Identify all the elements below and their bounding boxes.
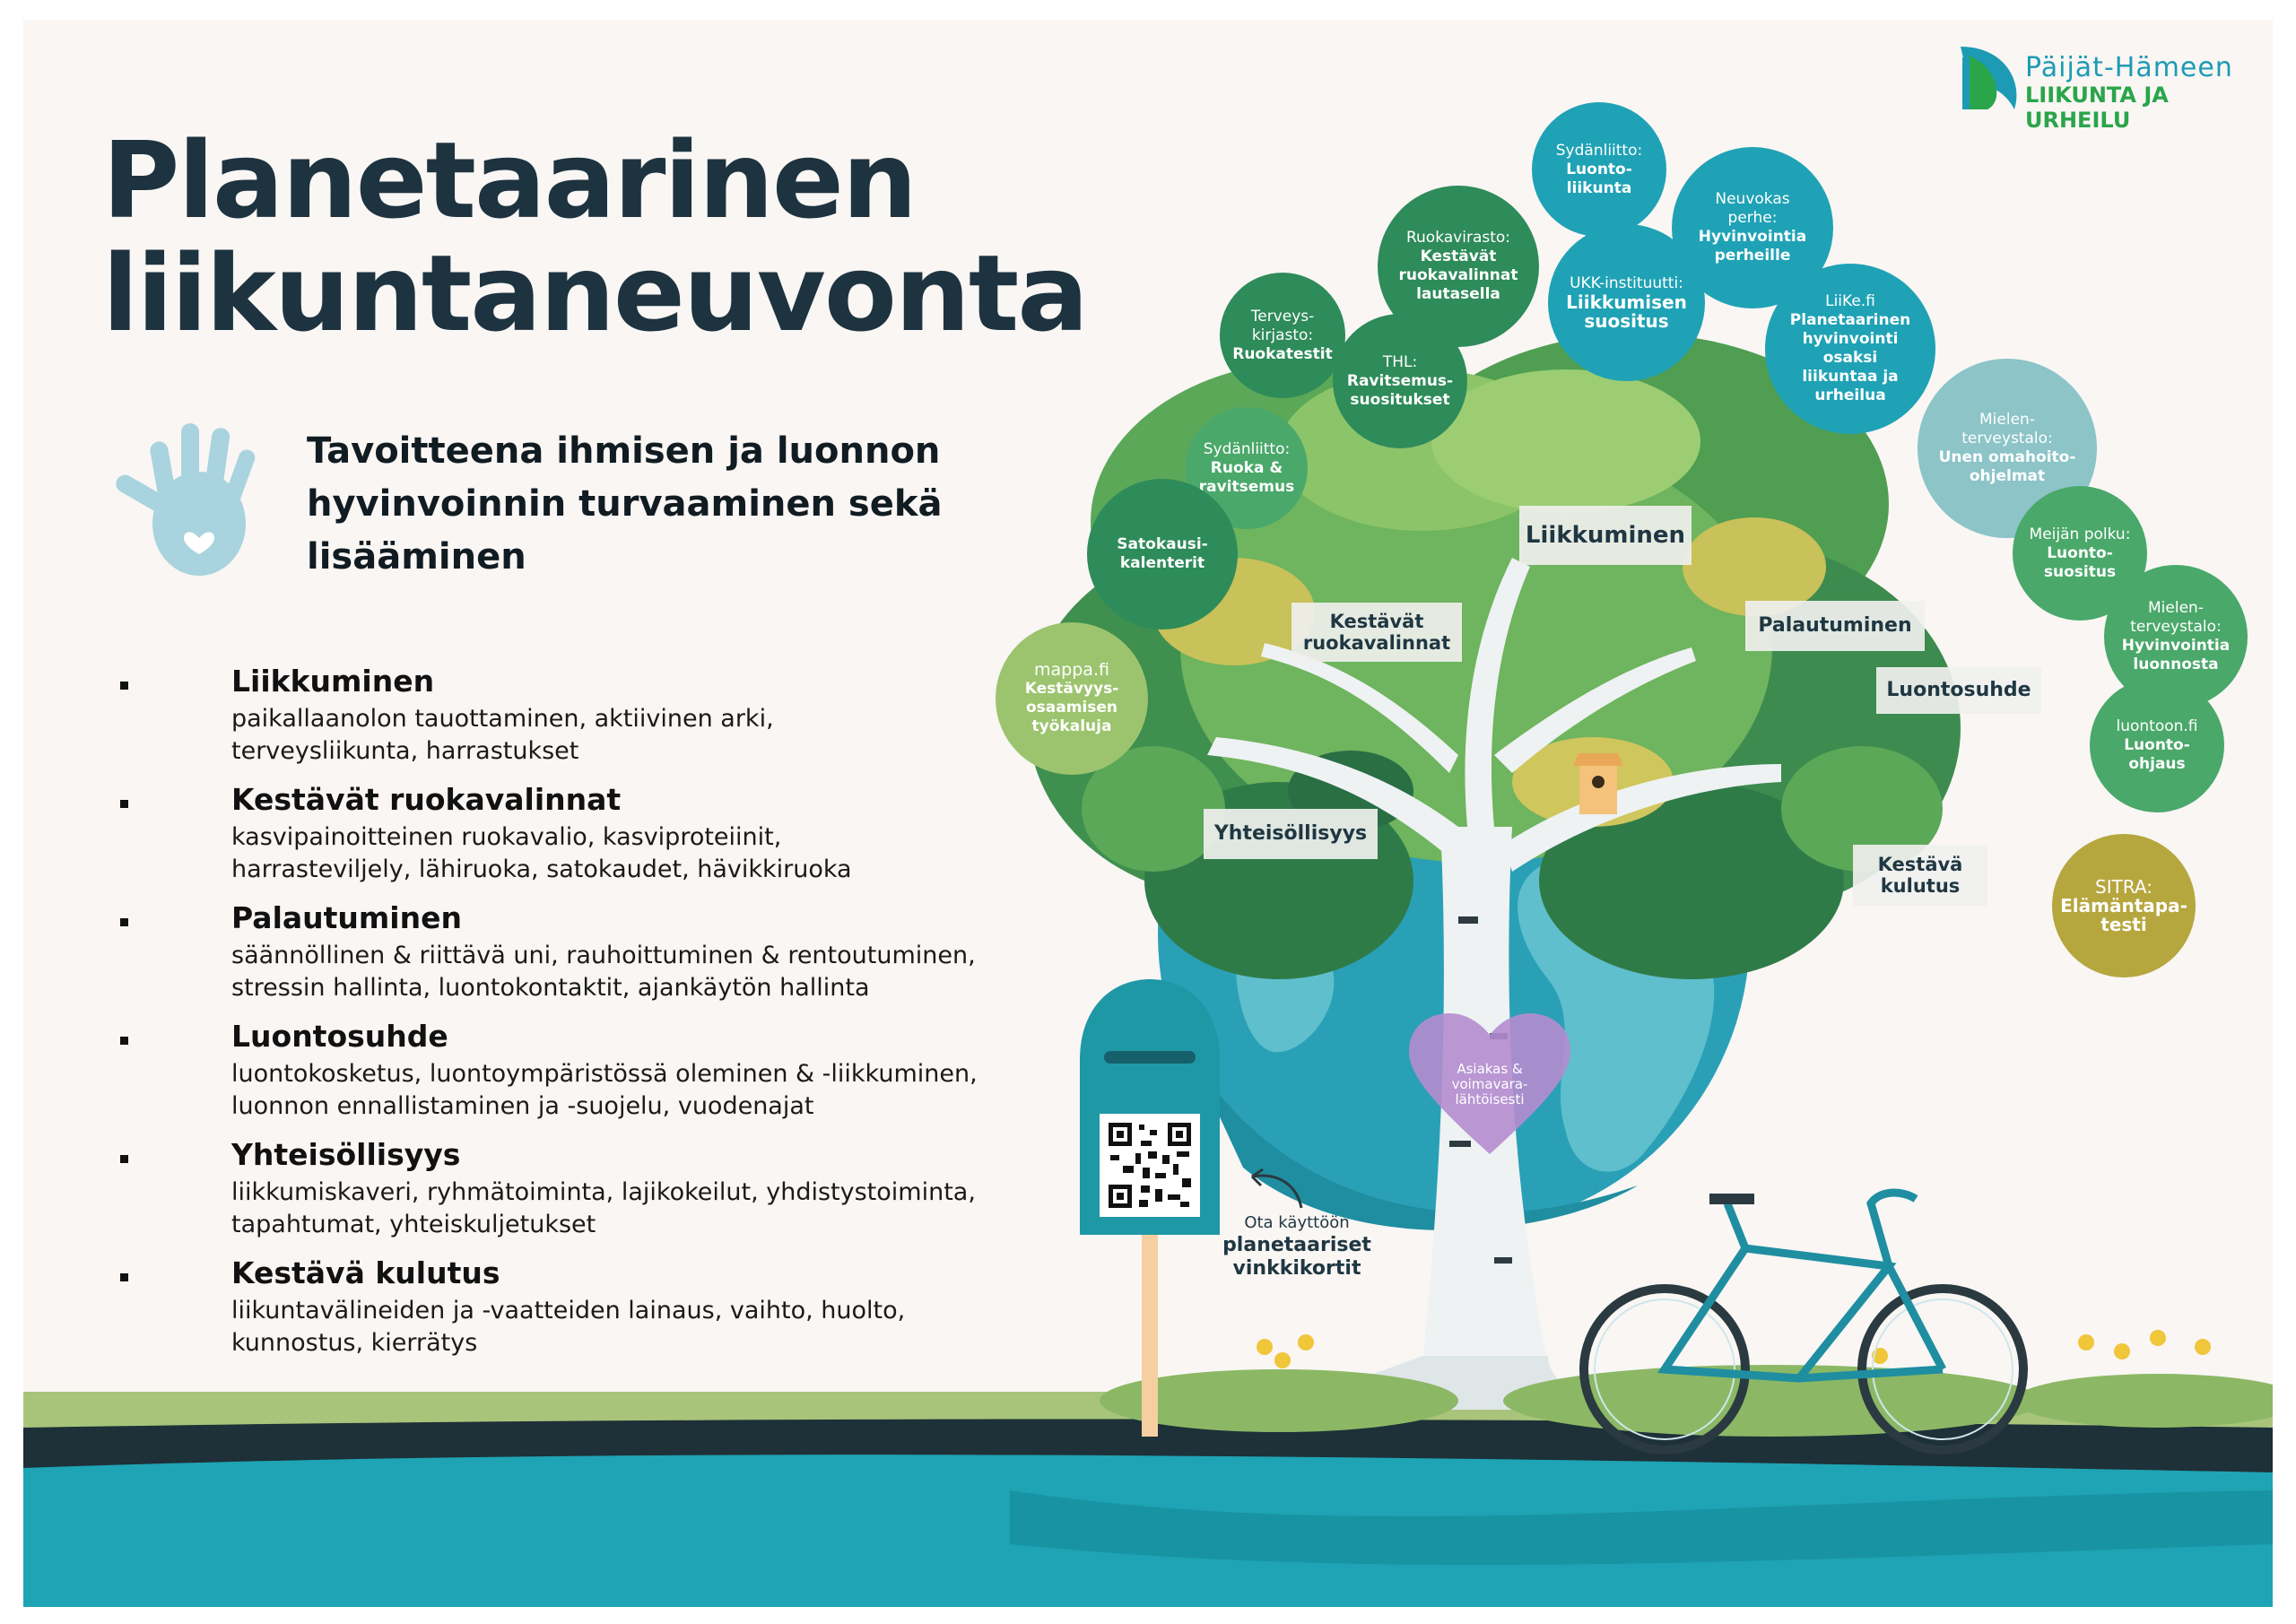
category-description: paikallaanolon tauottaminen, aktiivinen arki, terveysliikunta, harrastukset [231,705,774,765]
mailbox-icon [1080,979,1220,1437]
category-description: kasvipainoitteinen ruokavalio, kasviproteiinit, harrasteviljely, lähiruoka, satokaudet, hävikkiruoka [231,823,852,883]
poster [23,20,2273,1607]
resource-circle[interactable]: SITRA: Elämäntapa- testi [2052,834,2196,977]
resource-circle[interactable]: THL: Ravitsemus- suositukset [1333,314,1467,448]
category-heading: Kestävät ruokavalinnat [231,782,622,817]
cta-bold-1: planetaariset [1222,1234,1371,1256]
resource-circle[interactable]: Sydänliitto: Ruoka & ravitsemus [1186,407,1308,529]
hand-print-icon [113,423,257,576]
resource-circle[interactable]: Mielen- terveystalo: Hyvinvointia luonnosta [2104,565,2248,708]
bullet [120,1273,128,1281]
logo-icon [1961,47,2017,109]
tree-label-luontosuhde: Luontosuhde [1876,667,2041,714]
category-heading: Palautuminen [231,900,462,935]
tree-label-palautuminen: Palautuminen [1745,601,1925,651]
birdhouse [1573,753,1623,814]
tree-label-kulutus: Kestävä kulutus [1853,845,1987,906]
bullet [120,918,128,926]
logo [2025,54,2273,133]
resource-circle[interactable]: luontoon.fi Luonto-ohjaus [2090,678,2224,812]
flowers [1100,1330,2273,1437]
resource-circle[interactable]: UKK-instituutti: Liikkumisen suositus [1548,224,1705,381]
resource-circle[interactable]: Ruokavirasto: Kestävät ruokavalinnat lautasella [1378,186,1539,347]
heart-text: Asiakas & voimavara- lähtöisesti [1451,1061,1528,1107]
category-description: liikkumiskaveri, ryhmätoiminta, lajikokeilut, yhdistystoiminta, tapahtumat, yhteiskuljetukset [231,1178,976,1238]
resource-circle[interactable]: Meijän polku: Luonto- suositus [2013,486,2147,621]
category-description: säännöllinen & riittävä uni, rauhoittuminen & rentoutuminen, stressin hallinta, luontokontaktit, ajankäytön hallinta [231,942,976,1002]
resource-circle[interactable]: Satokausi- kalenterit [1087,479,1238,630]
resource-circle[interactable]: mappa.fi Kestävyys- osaamisen työkaluja [996,622,1148,775]
tree-label-ruokavalinnat: Kestävät ruokavalinnat [1292,603,1462,662]
category-heading: Kestävä kulutus [231,1255,500,1290]
cta-small: Ota käyttöön [1244,1213,1350,1232]
category-description: luontokosketus, luontoympäristössä oleminen & -liikkuminen, luonnon ennallistaminen ja -suojelu, vuodenajat [231,1060,978,1120]
category-heading: Liikkuminen [231,664,435,699]
tree-label-yhteisollisyys: Yhteisöllisyys [1204,809,1378,859]
bullet [120,1155,128,1163]
resource-circle[interactable]: Mielen- terveystalo: Unen omahoito- ohjelmat [1918,359,2097,538]
title-line-1: Planetaarinen [102,118,916,242]
vinkkikortit-callout [1216,1212,1378,1281]
resource-circle[interactable]: LiiKe.fi Planetaarinen hyvinvointi osaksi liikuntaa ja urheilua [1765,264,1935,434]
resource-circle[interactable]: Neuvokas perhe: Hyvinvointia perheille [1672,147,1833,308]
logo-line-2: LIIKUNTA JA URHEILU [2025,83,2169,133]
tree-label-liikkuminen: Liikkuminen [1519,506,1692,565]
bullet [120,682,128,690]
category-heading: Luontosuhde [231,1019,448,1054]
resource-circle[interactable]: Sydänliitto: Luonto- liikunta [1532,102,1666,237]
subtitle: Tavoitteena ihmisen ja luonnon hyvinvoinnin turvaaminen sekä lisääminen [307,430,943,578]
cta-bold-2: vinkkikortit [1232,1257,1361,1280]
logo-line-1: Päijät-Hämeen [2025,52,2233,83]
resource-circle[interactable]: Terveys- kirjasto: Ruokatestit [1220,273,1345,398]
bullet [120,1037,128,1045]
title-line-2: liikuntaneuvonta [102,231,1087,355]
category-heading: Yhteisöllisyys [231,1137,461,1172]
bullet [120,800,128,808]
page-title [102,118,1087,355]
category-description: liikuntavälineiden ja -vaatteiden lainaus, vaihto, huolto, kunnostus, kierrätys [231,1297,906,1357]
